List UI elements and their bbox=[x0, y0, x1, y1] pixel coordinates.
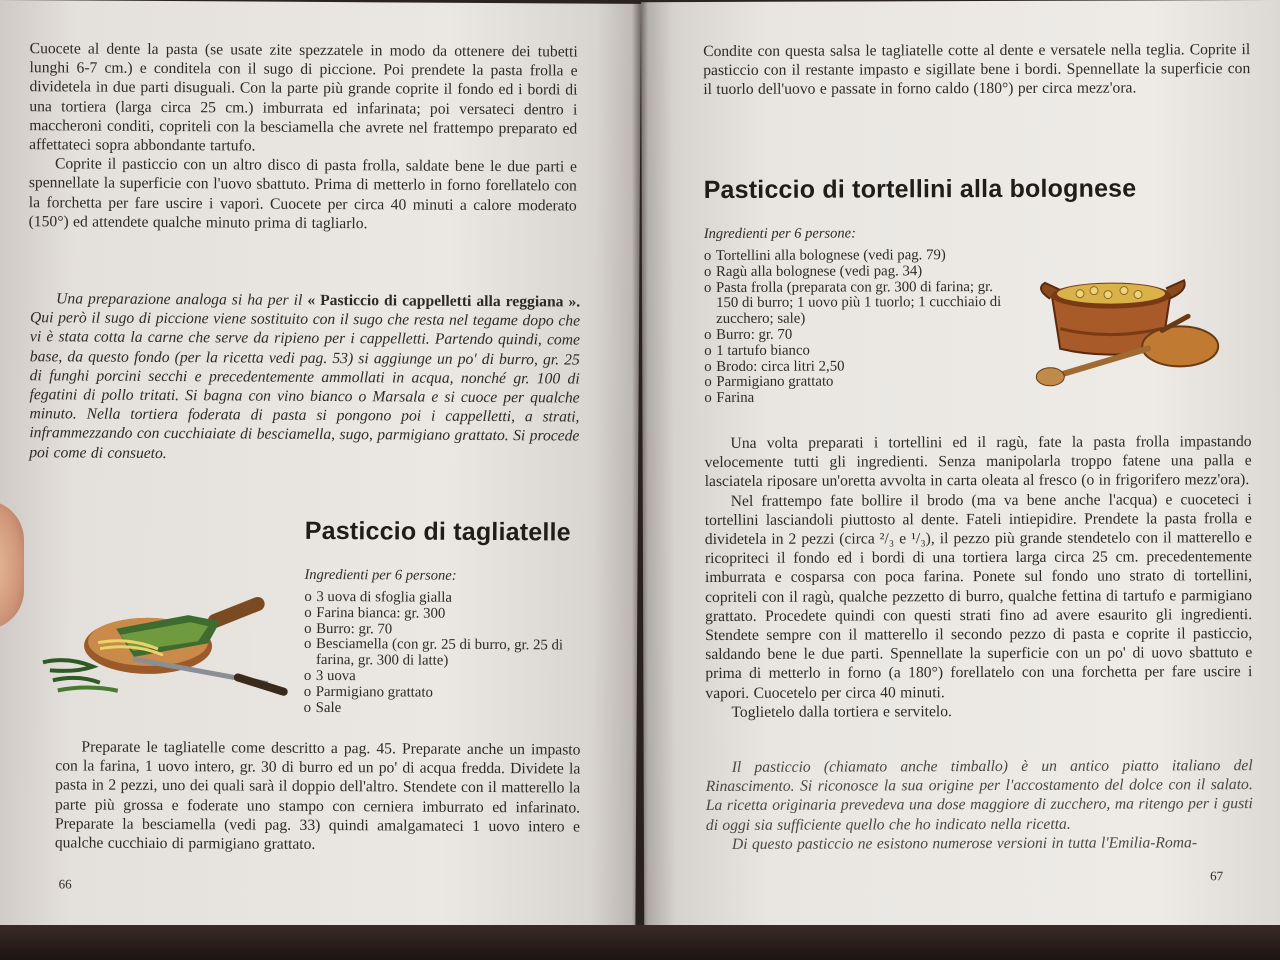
note-paragraph: Di questo pasticcio ne esistono numerose versioni in tutta l'Emilia-Roma- bbox=[731, 834, 1198, 853]
pot-illustration bbox=[1030, 268, 1230, 394]
paragraph: Nel frattempo fate bollire il brodo (ma va bene anche l'acqua) e cuoceteci i tortellini lasciandoli piuttosto al dente. Fateli intiepidire. Prendete la pasta frolla e dividetela in 2 pezzi (circa ²/₃ e ¹/₃), il pezzo più grande stendetelo con il matterello e ricopriteci il fondo ed i bordi di una tortiera larga circa 25 cm. precedentemente imburrata e cosparsa con poca farina. Ponete sul fondo uno strato di tortellini, copriteli con il ragù, qualche pezzetto di burro, qualche fettina di tartufo e parmigiano grattato. Procedete quindi con questi strati fino ad avere esaurito gli ingredienti. Stendete sempre con il matterello il secondo pezzo di pasta e coprite il pasticcio, saldando bene le due parti. Spennellate la superficie con un po' di uovo sbattuto e prima di metterlo in forno (a 180°) forellatelo con una forchetta per fare uscire i vapori. Cuocetelo per circa 40 minuti. bbox=[704, 490, 1253, 702]
cappelletti-note bbox=[29, 289, 580, 465]
left-intro-text bbox=[29, 39, 578, 234]
ingredient-item: o Parmigiano grattato bbox=[704, 374, 1014, 391]
ingredient-item: o Besciamella (con gr. 25 di burro, gr. 25 di farina, gr. 300 di latte) bbox=[304, 637, 594, 670]
ingredient-item: o Brodo: circa litri 2,50 bbox=[704, 359, 1014, 376]
page-number: 66 bbox=[58, 876, 72, 892]
ingredient-item: o Ragù alla bolognese (vedi pag. 34) bbox=[704, 264, 1014, 281]
ingredient-item: o Burro: gr. 70 bbox=[704, 327, 1014, 344]
right-page bbox=[641, 0, 1280, 937]
paragraph: Cuocete al dente la pasta (se usate zite spezzatele in modo da ottenere dei tubetti lunghi 6-7 cm.) e conditela con il sugo di piccione. Poi prendete la pasta frolla e dividetela in due parti disuguali. Con la parte più grande coprite il fondo ed i bordi di una tortiera (larga circa 25 cm.) imburrata ed infarinata; poi versateci dentro i maccheroni conditi, copriteli con la besciamella che avrete nel frattempo preparato ed affettateci sopra abbondante tartufo. bbox=[29, 40, 578, 155]
ingredients-header: Ingredienti per 6 persone: bbox=[304, 566, 457, 584]
tortellini-ingredients bbox=[704, 225, 1015, 407]
left-page bbox=[0, 0, 641, 939]
ingredient-item: o 1 tartufo bianco bbox=[704, 343, 1014, 360]
tagliatelle-illustration bbox=[38, 590, 289, 707]
note-lead: Una preparazione analoga si ha per il bbox=[56, 290, 303, 309]
tortellini-method bbox=[705, 432, 1253, 722]
ingredient-item: o Farina bbox=[704, 390, 1014, 407]
book-cover-edge bbox=[0, 925, 1280, 960]
paragraph: Toglietelo dalla tortiera e servitelo. bbox=[731, 702, 952, 721]
ingredient-item: o Parmigiano grattato bbox=[304, 685, 594, 703]
timballo-note bbox=[706, 756, 1253, 854]
note-body: Qui però il sugo di piccione viene sostituito con il sugo che resta nel tegame dopo che vi è stata cotta la carne che serve da ripieno per i cappelletti. Partendo quindi, come base, da questo fondo (per la ricetta vedi pag. 53) si aggiunge un po' di burro, gr. 25 di funghi porcini secchi e precedentemente ammollati in acqua, nonché gr. 100 di fegatini di pollo tritati. Si bagna con vino bianco o Marsala e si cuoce per qualche minuto. Nella tortiera foderata di pasta si pongono poi i cappelletti, a strati, inframmezzando con cucchiaiate di besciamella, sugo, parmigiano grattato. Si procede poi come di consueto. bbox=[29, 309, 581, 462]
note-title: « Pasticcio di cappelletti alla reggiana ». bbox=[307, 291, 581, 311]
ingredient-item: o Burro: gr. 70 bbox=[304, 621, 594, 639]
right-top-text bbox=[703, 40, 1250, 100]
ingredient-list bbox=[304, 590, 595, 718]
paragraph: Condite con questa salsa le tagliatelle cotte al dente e versatele nella teglia. Coprite il pasticcio con il restante impasto e sigillate bene i bordi. Spennellate la superficie con il tuorlo dell'uovo e passate in forno caldo (180°) per circa mezz'ora. bbox=[703, 41, 1251, 99]
ingredient-item: o Pasta frolla (preparata con gr. 300 di farina; gr. 150 di burro; 1 uovo più 1 tuorlo; 1 cucchiaio di zucchero; sale) bbox=[704, 280, 1014, 328]
tagliatelle-method bbox=[55, 737, 581, 855]
paragraph: Coprite il pasticcio con un altro disco di pasta frolla, saldate bene le due parti e spennellate la superficie con l'uovo sbattuto. Prima di metterlo in forno forellatelo con la forchetta per fare uscire i vapori. Cuocete per circa 40 minuti a calore moderato (150°) ed attendete qualche minuto prima di tagliarlo. bbox=[28, 155, 578, 233]
ingredient-list bbox=[704, 248, 1015, 407]
recipe-title-tagliatelle: Pasticcio di tagliatelle bbox=[304, 516, 571, 547]
ingredient-item: o Sale bbox=[304, 700, 594, 718]
paragraph: Preparate le tagliatelle come descritto a pag. 45. Preparate anche un impasto con la farina, 1 uovo intero, gr. 30 di burro ed un po' di acqua fredda. Dividete la pasta in 2 pezzi, uno dei quali sarà il doppio dell'altro. Stendete con il matterello la parte più grossa e foderate uno stampo con cerniera imburrato ed infarinato. Preparate la besciamella (vedi pag. 33) quindi amalgamateci 1 uovo intero e qualche cucchiaio di parmigiano grattato. bbox=[54, 738, 581, 853]
page-number: 67 bbox=[1210, 868, 1224, 884]
note-paragraph bbox=[29, 289, 580, 465]
ingredient-item: o 3 uova di sfoglia gialla bbox=[304, 590, 594, 608]
ingredient-item: o Farina bianca: gr. 300 bbox=[304, 606, 594, 624]
ingredient-item: o Tortellini alla bolognese (vedi pag. 79) bbox=[704, 248, 1014, 265]
recipe-title-tortellini: Pasticcio di tortellini alla bolognese bbox=[703, 174, 1137, 205]
paragraph: Una volta preparati i tortellini ed il ragù, fate la pasta frolla impastando velocemente tutti gli ingredienti. Senza manipolarla troppo fatene una palla e lasciatela riposare un'oretta avvolta in carta oleata al fresco (o in frigorifero mezz'ora). bbox=[704, 433, 1252, 491]
tagliatelle-ingredients bbox=[304, 567, 595, 718]
note-paragraph: Il pasticcio (chiamato anche timballo) è un antico piatto italiano del Rinascimento. Si riconosce la sua origine per l'accostamento del dolce con il salato. La ricetta originaria prevedeva una dose maggiore di zucchero, ma ritengo per i gusti di oggi sia sufficiente quello che ho indicato nella ricetta. bbox=[705, 757, 1253, 834]
book-gutter bbox=[632, 0, 648, 940]
ingredient-item: o 3 uova bbox=[304, 669, 594, 687]
ingredients-header: Ingredienti per 6 persone: bbox=[703, 225, 856, 243]
